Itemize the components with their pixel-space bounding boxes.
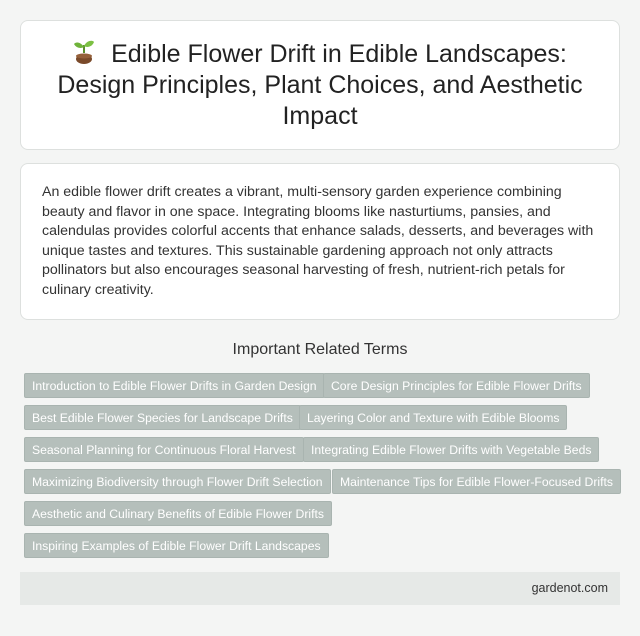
summary-text: An edible flower drift creates a vibrant, multi-sensory garden experience combining beauty and flavor in one space. Integrating blooms like nasturtiums, pansies, and calendulas provides colorful accents that enhance salads, desserts, and beverages with unique tastes and textures. This sustainable gardening approach not only attracts pollinators but also encourages seasonal harvesting of fresh, nutrient-rich petals for culinary creativity.	[42, 184, 594, 298]
sprout-icon	[73, 39, 95, 65]
page-title-text: Edible Flower Drift in Edible Landscapes: Design Principles, Plant Choices, and Aesthetic Impact	[57, 39, 583, 130]
related-term-tag[interactable]: Inspiring Examples of Edible Flower Drift Landscapes	[24, 533, 329, 558]
related-term-tag[interactable]: Seasonal Planning for Continuous Floral Harvest	[24, 437, 304, 462]
title-card	[20, 20, 620, 150]
related-term-tag[interactable]: Layering Color and Texture with Edible Blooms	[299, 405, 567, 430]
page-title	[41, 39, 599, 132]
related-term-tag[interactable]: Integrating Edible Flower Drifts with Vegetable Beds	[303, 437, 599, 462]
related-terms-heading: Important Related Terms	[232, 341, 408, 358]
related-term-tag[interactable]: Maintenance Tips for Edible Flower-Focused Drifts	[332, 469, 621, 494]
footer-site-link[interactable]: gardenot.com	[531, 581, 608, 595]
related-term-tag[interactable]: Maximizing Biodiversity through Flower Drift Selection	[24, 469, 331, 494]
related-term-tag[interactable]: Aesthetic and Culinary Benefits of Edible Flower Drifts	[24, 501, 332, 526]
related-term-tag[interactable]: Best Edible Flower Species for Landscape Drifts	[24, 405, 301, 430]
related-term-tag[interactable]: Introduction to Edible Flower Drifts in Garden Design	[24, 373, 325, 398]
summary-card	[20, 163, 620, 320]
footer	[20, 572, 620, 605]
related-term-tag[interactable]: Core Design Principles for Edible Flower Drifts	[323, 373, 590, 398]
